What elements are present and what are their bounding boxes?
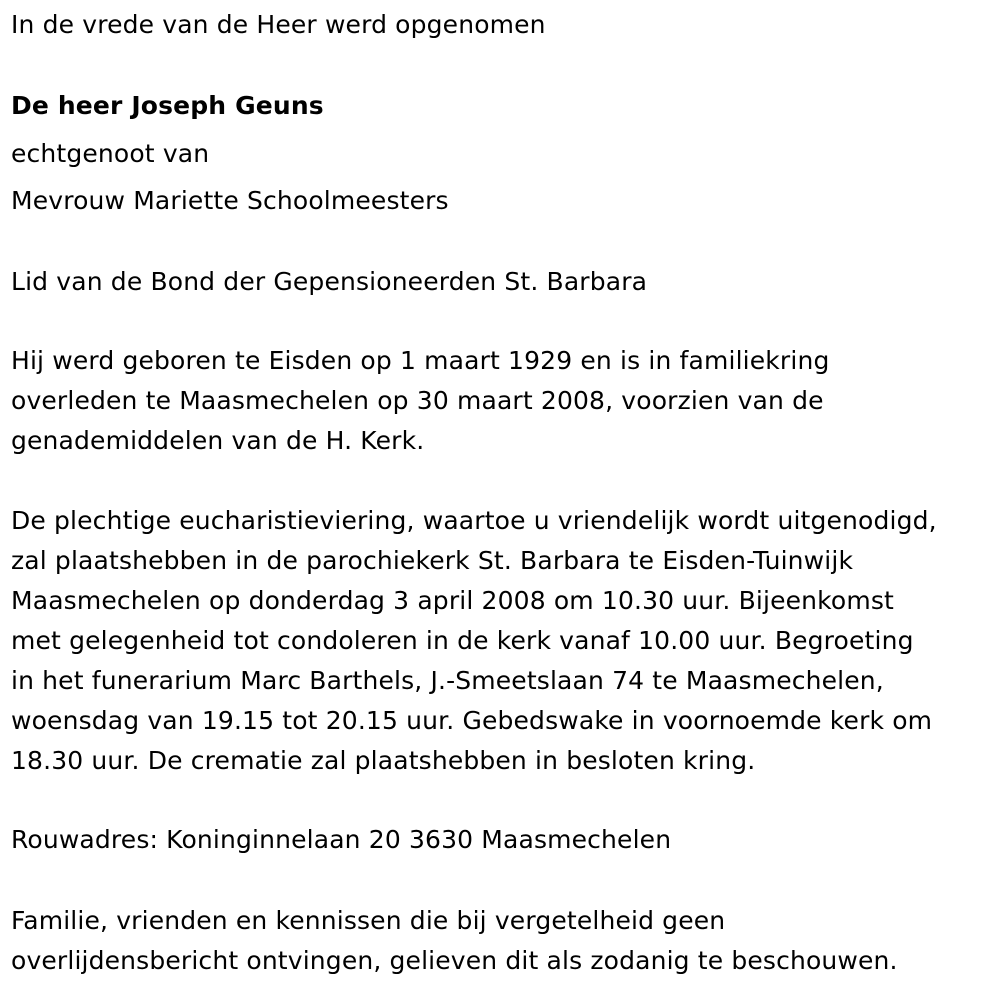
deceased-name: De heer Joseph Geuns <box>11 91 324 120</box>
ceremony-line: zal plaatshebben in de parochiekerk St. Barbara te Eisden-Tuinwijk <box>11 546 854 575</box>
birth-death-line: Hij werd geboren te Eisden op 1 maart 1929 en is in familiekring <box>11 346 830 375</box>
ceremony-line: De plechtige eucharistieviering, waartoe u vriendelijk wordt uitgenodigd, <box>11 506 937 535</box>
ceremony-line: Maasmechelen op donderdag 3 april 2008 om 10.30 uur. Bijeenkomst <box>11 586 894 615</box>
ceremony-line: 18.30 uur. De crematie zal plaatshebben in besloten kring. <box>11 746 756 775</box>
intro-line: In de vrede van de Heer werd opgenomen <box>11 10 546 39</box>
membership-line: Lid van de Bond der Gepensioneerden St. Barbara <box>11 267 648 296</box>
ceremony-line: met gelegenheid tot condoleren in de kerk vanaf 10.00 uur. Begroeting <box>11 626 914 655</box>
closing-line: Familie, vrienden en kennissen die bij vergetelheid geen <box>11 906 726 935</box>
relation-line: echtgenoot van <box>11 139 210 168</box>
closing-line: overlijdensbericht ontvingen, gelieven dit als zodanig te beschouwen. <box>11 946 898 975</box>
ceremony-line: woensdag van 19.15 tot 20.15 uur. Gebedswake in voornoemde kerk om <box>11 706 933 735</box>
birth-death-line: genademiddelen van de H. Kerk. <box>11 426 425 455</box>
spouse-name: Mevrouw Mariette Schoolmeesters <box>11 186 449 215</box>
ceremony-line: in het funerarium Marc Barthels, J.-Smeetslaan 74 te Maasmechelen, <box>11 666 884 695</box>
address-line: Rouwadres: Koninginnelaan 20 3630 Maasmechelen <box>11 825 672 854</box>
birth-death-line: overleden te Maasmechelen op 30 maart 2008, voorzien van de <box>11 386 824 415</box>
